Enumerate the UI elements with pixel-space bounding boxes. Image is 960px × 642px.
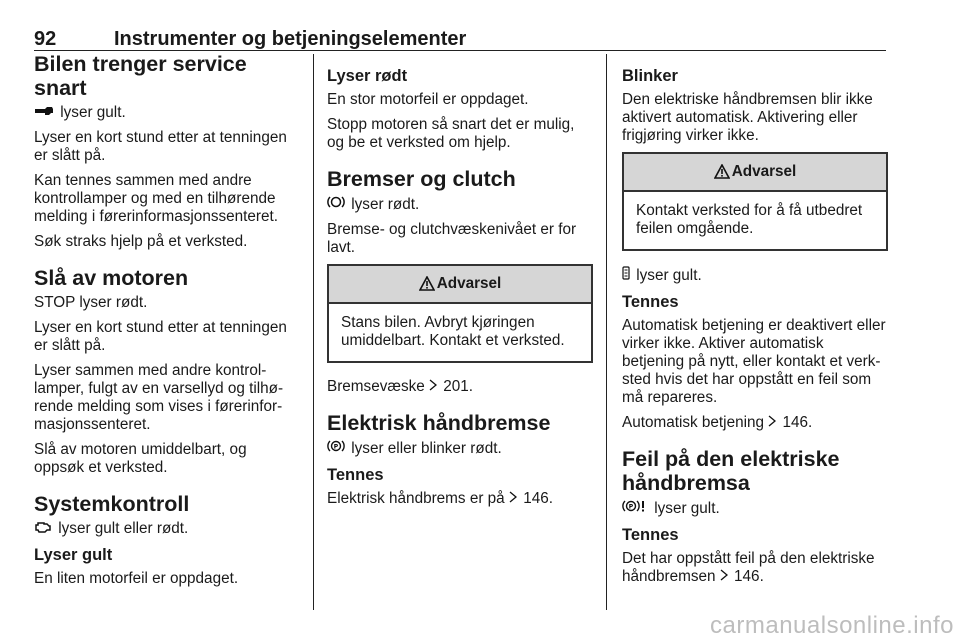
page-number: 92 [34, 28, 57, 50]
page-reference-arrow-icon [720, 568, 728, 586]
paragraph: Lyser en kort stund etter at tenningen er slått på. [34, 129, 287, 164]
wrench-icon [34, 104, 54, 122]
warning-triangle-icon [714, 157, 730, 193]
warning-box-text: Stans bilen. Avbryt kjøringen umiddelbart. Kontakt et verksted. [341, 314, 565, 349]
engine-icon [34, 520, 52, 538]
warning-box-header: Advarsel [624, 154, 886, 192]
auto-hold-icon [622, 266, 630, 285]
brake-fluid-reference: Bremsevæske 201. [327, 378, 474, 395]
page-header [34, 28, 886, 51]
heading-brakes-clutch: Bremser og clutch [327, 167, 516, 191]
heading-lights-red: Lyser rødt [327, 67, 408, 85]
paragraph: Slå av motoren umiddelbart, og oppsøk et verksted. [34, 441, 247, 476]
warning-box-header: Advarsel [329, 266, 591, 304]
service-indicator-line: lyser gult. [34, 104, 300, 122]
column-1 [34, 52, 300, 595]
brake-warning-icon [327, 195, 345, 214]
warning-triangle-icon [419, 269, 435, 305]
auto-operation-reference: Automatisk betjening 146. [622, 414, 813, 431]
column-divider [606, 54, 607, 610]
epb-on-reference: Elektrisk håndbrems er på 146. [327, 490, 553, 507]
heading-flashing: Blinker [622, 67, 678, 85]
watermark: carmanualsonline.info [710, 612, 954, 639]
paragraph: Lyser en kort stund etter at tenningen er slått på. [34, 319, 287, 354]
running-header-title: Instrumenter og betjeningselementer [114, 28, 467, 50]
heading-lit: Tennes [622, 526, 679, 544]
paragraph: Kan tennes sammen med andre kontrollamper og med en tilhørende melding i førerinformasjonssenteret. [34, 172, 278, 225]
column-2 [327, 52, 593, 515]
heading-lit: Tennes [622, 293, 679, 311]
page-reference-arrow-icon [429, 378, 437, 396]
heading-engine-off: Slå av motoren [34, 266, 189, 290]
paragraph: Stopp motoren så snart det er mulig, og be et verksted om hjelp. [327, 116, 575, 151]
warning-box [327, 264, 593, 363]
warning-box [622, 152, 888, 251]
svg-text:P: P [333, 443, 339, 451]
paragraph: STOP lyser rødt. [34, 294, 148, 311]
epb-indicator-line: P lyser eller blinker rødt. [327, 439, 593, 458]
heading-lights-yellow: Lyser gult [34, 546, 113, 564]
paragraph: Bremse- og clutchvæskenivået er for lavt. [327, 221, 577, 256]
paragraph: Den elektriske håndbremsen blir ikke aktivert automatisk. Aktivering eller frigjøring virker ikke. [622, 91, 873, 144]
heading-system-check: Systemkontroll [34, 492, 190, 516]
page-reference-arrow-icon [768, 414, 776, 432]
epb-fault-reference: Det har oppstått feil på den elektriske håndbremsen 146. [622, 550, 875, 585]
heading-lit: Tennes [327, 466, 384, 484]
auto-indicator-line: lyser gult. [622, 266, 888, 285]
page-reference-arrow-icon [509, 490, 517, 508]
paragraph: Automatisk betjening er deaktivert eller virker ikke. Aktiver automatisk betjening på nytt, eller kontakt et verk-sted hvis det har oppstått en feil som må repareres. [622, 317, 886, 406]
parking-brake-icon [327, 439, 345, 458]
paragraph: Lyser sammen med andre kontrol-lamper, fulgt av en varsellyd og tilhø-rende melding som vises i førerinfor-masjonssenteret. [34, 362, 284, 433]
system-indicator-line: lyser gult eller rødt. [34, 520, 300, 538]
paragraph: En liten motorfeil er oppdaget. [34, 570, 239, 587]
paragraph: En stor motorfeil er oppdaget. [327, 91, 529, 108]
epb-fault-indicator-line: P lyser gult. [622, 499, 888, 518]
column-divider [313, 54, 314, 610]
heading-epb-fault: Feil på den elektriske håndbremsa [622, 447, 840, 495]
brake-indicator-line: lyser rødt. [327, 195, 593, 214]
warning-box-text: Kontakt verksted for å få utbedret feilen omgående. [636, 202, 863, 237]
parking-brake-fault-icon [622, 499, 648, 518]
paragraph: Søk straks hjelp på et verksted. [34, 233, 248, 250]
svg-text:P: P [628, 503, 634, 511]
column-3 [622, 52, 888, 593]
heading-electric-parking-brake: Elektrisk håndbremse [327, 411, 551, 435]
heading-service-soon: Bilen trenger service snart [34, 52, 247, 100]
